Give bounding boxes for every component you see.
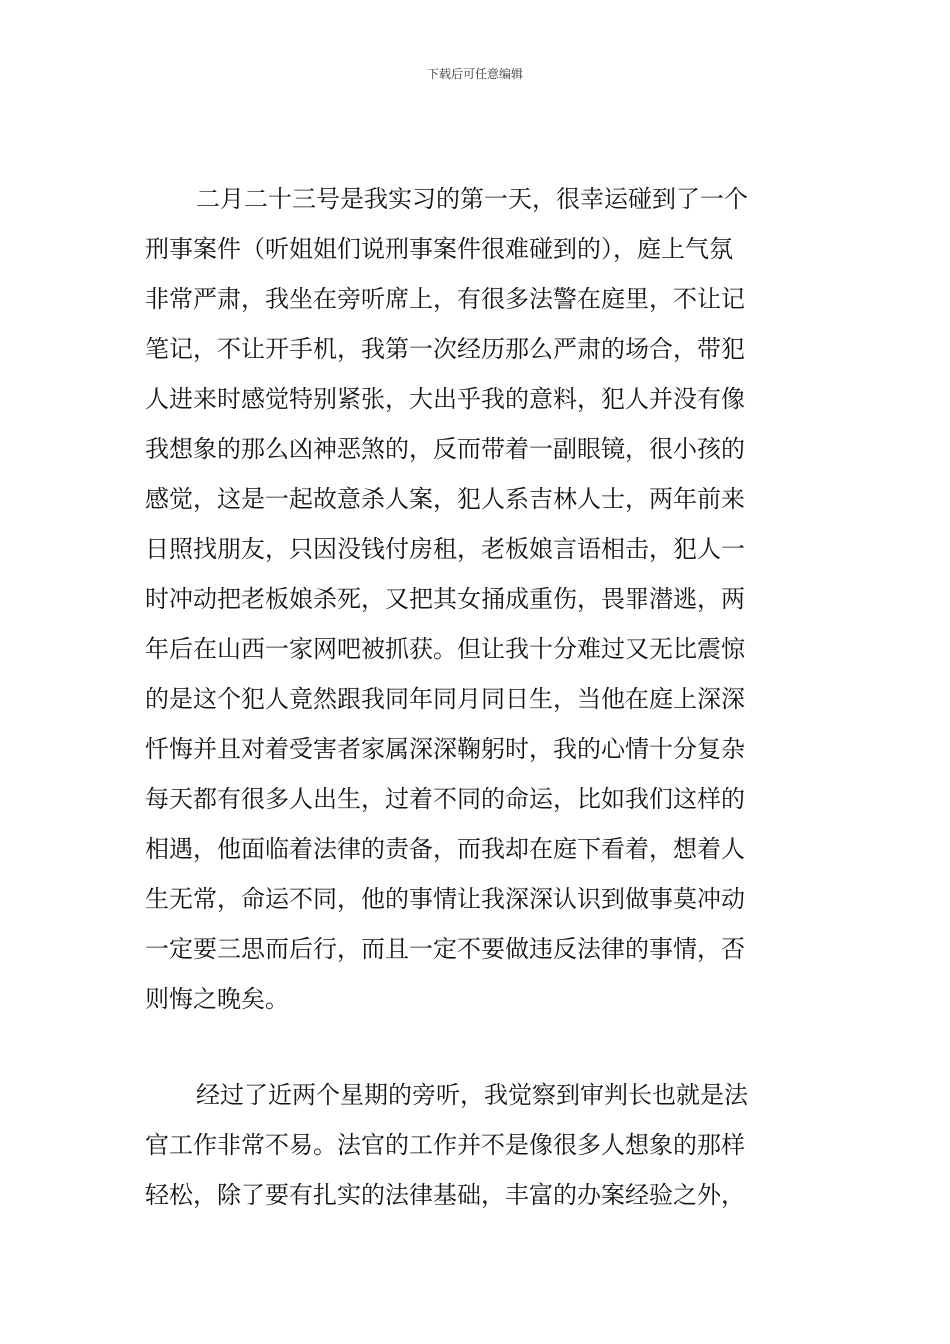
page-header: 下载后可任意编辑 [426, 67, 523, 81]
text-line: 感觉，这是一起故意杀人案，犯人系吉林人士，两年前来 [145, 485, 745, 513]
paragraph-1 [145, 174, 807, 1024]
text-line: 官工作非常不易。法官的工作并不是像很多人想象的那样 [145, 1131, 745, 1159]
text-line: 忏悔并且对着受害者家属深深鞠躬时，我的心情十分复杂 [145, 735, 745, 763]
text-line: 一定要三思而后行，而且一定不要做违反法律的事情，否 [145, 935, 745, 963]
text-line: 年后在山西一家网吧被抓获。但让我十分难过又无比震惊 [145, 635, 745, 663]
paragraph-2 [145, 1070, 807, 1220]
text-line: 则悔之晚矣。 [145, 985, 289, 1013]
text-line: 刑事案件（听姐姐们说刑事案件很难碰到的），庭上气氛 [145, 235, 733, 263]
text-line: 每天都有很多人出生，过着不同的命运，比如我们这样的 [145, 785, 745, 813]
text-line: 经过了近两个星期的旁听，我觉察到审判长也就是法 [196, 1081, 748, 1109]
text-line: 时冲动把老板娘杀死，又把其女捅成重伤，畏罪潜逃，两 [145, 585, 745, 613]
text-line: 日照找朋友，只因没钱付房租，老板娘言语相击，犯人一 [145, 535, 745, 563]
text-line: 二月二十三号是我实习的第一天，很幸运碰到了一个 [196, 185, 748, 213]
text-line: 非常严肃，我坐在旁听席上，有很多法警在庭里，不让记 [145, 285, 745, 313]
text-line: 的是这个犯人竟然跟我同年同月同日生，当他在庭上深深 [145, 685, 745, 713]
text-line: 相遇，他面临着法律的责备，而我却在庭下看着，想着人 [145, 835, 745, 863]
text-line: 人进来时感觉特别紧张，大出乎我的意料，犯人并没有像 [145, 385, 745, 413]
text-line: 笔记，不让开手机，我第一次经历那么严肃的场合，带犯 [145, 335, 745, 363]
text-line: 我想象的那么凶神恶煞的，反而带着一副眼镜，很小孩的 [145, 435, 745, 463]
text-line: 生无常，命运不同，他的事情让我深深认识到做事莫冲动 [145, 885, 745, 913]
text-line: 轻松，除了要有扎实的法律基础，丰富的办案经验之外， [145, 1181, 745, 1209]
